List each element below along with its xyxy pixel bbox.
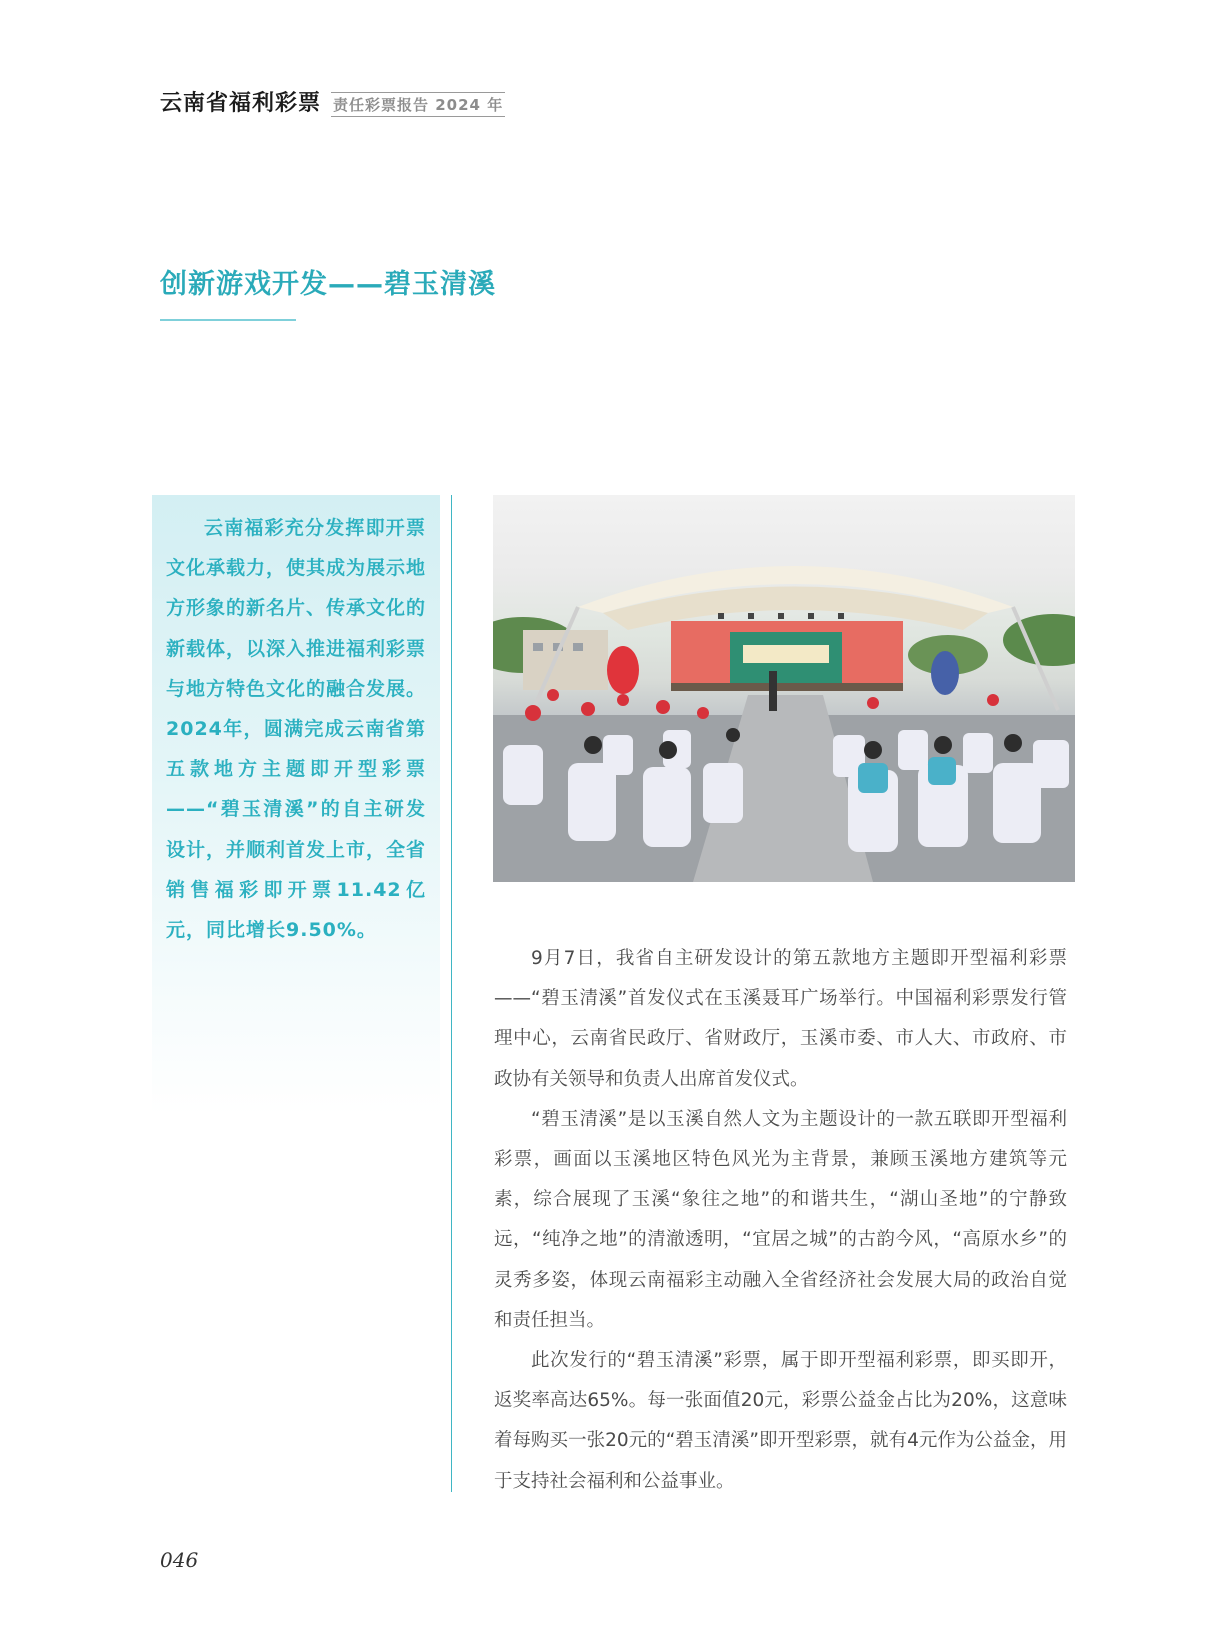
- body-paragraph: 此次发行的“碧玉清溪”彩票，属于即开型福利彩票，即买即开，返奖率高达65%。每一张面值20元，彩票公益金占比为20%，这意味着每购买一张20元的“碧玉清溪”即开型彩票，就有4元作为公益金，用于支持社会福利和公益事业。: [494, 1350, 1067, 1492]
- running-header: [160, 86, 505, 117]
- column-divider: [451, 495, 452, 1492]
- body-paragraph: 9月7日，我省自主研发设计的第五款地方主题即开型福利彩票——“碧玉清溪”首发仪式在玉溪聂耳广场举行。中国福利彩票发行管理中心，云南省民政厅、省财政厅，玉溪市委、市人大、市政府、市政协有关领导和负责人出席首发仪式。: [494, 948, 1067, 1090]
- page-number: 046: [160, 1548, 199, 1572]
- sidebar-summary-text: 云南福彩充分发挥即开票文化承载力，使其成为展示地方形象的新名片、传承文化的新载体，以深入推进福利彩票与地方特色文化的融合发展。2024年，圆满完成云南省第五款地方主题即开型彩票——“碧玉清溪”的自主研发设计，并顺利首发上市，全省销售福彩即开票11.42亿元，同比增长9.50%。: [166, 517, 427, 942]
- header-report-title: 责任彩票报告 2024 年: [331, 92, 505, 117]
- section-title: 创新游戏开发——碧玉清溪: [160, 269, 496, 300]
- body-paragraph: “碧玉清溪”是以玉溪自然人文为主题设计的一款五联即开型福利彩票，画面以玉溪地区特色风光为主背景，兼顾玉溪地方建筑等元素，综合展现了玉溪“象往之地”的和谐共生，“湖山圣地”的宁静致远，“纯净之地”的清澈透明，“宜居之城”的古韵今风，“高原水乡”的灵秀多姿，体现云南福彩主动融入全省经济社会发展大局的政治自觉和责任担当。: [494, 1108, 1067, 1331]
- launch-ceremony-photo: [493, 495, 1075, 882]
- title-underline: [160, 319, 296, 321]
- ceremony-illustration: [493, 495, 1075, 882]
- article-body: [494, 939, 1067, 1502]
- header-org-name: 云南省福利彩票: [160, 91, 322, 116]
